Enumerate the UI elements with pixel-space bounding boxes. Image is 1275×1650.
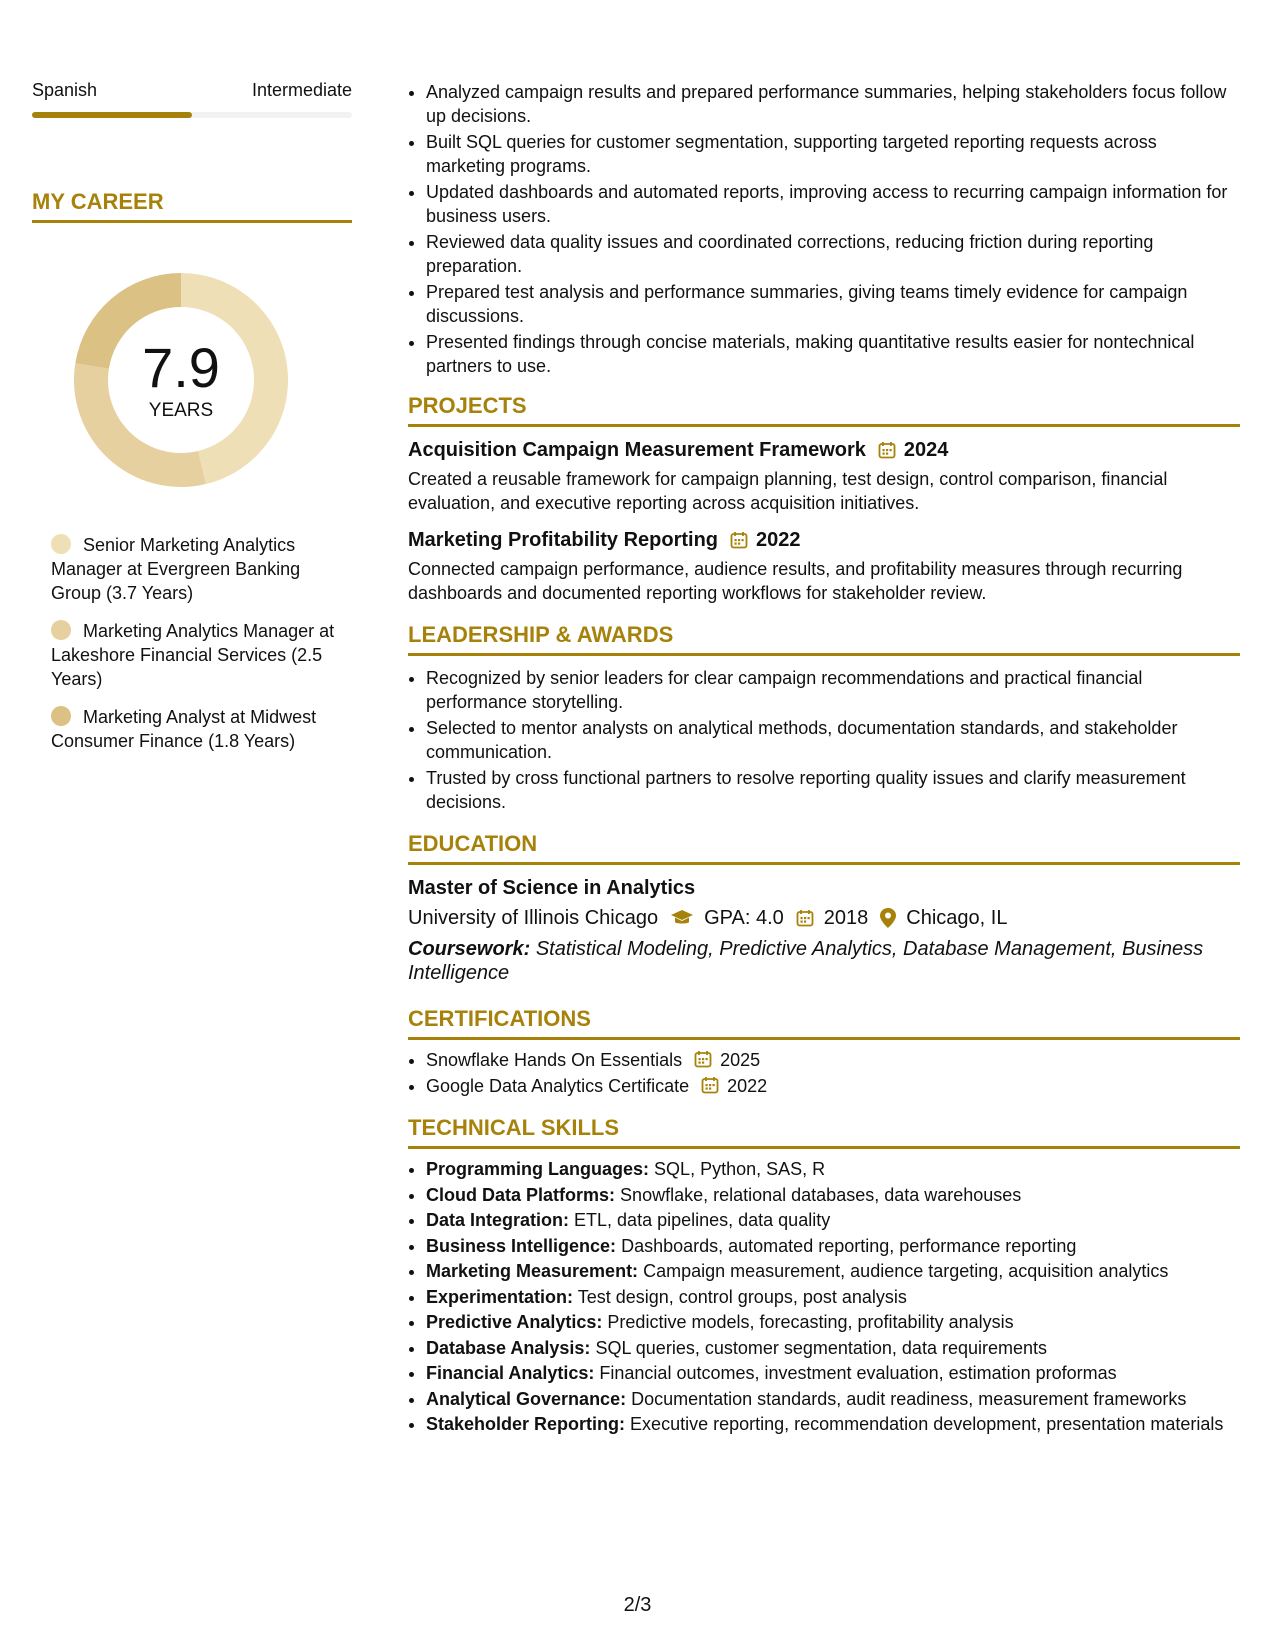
education-year: 2018 [823,907,869,929]
language-name: Spanish [32,80,98,100]
skill-label: Marketing Measurement: [426,1261,639,1281]
certification-name: Google Data Analytics Certificate [426,1076,690,1096]
skills-section-title: TECHNICAL SKILLS [408,1114,1240,1149]
experience-bullets [408,80,1240,378]
career-total-years: 7.9 [142,336,220,399]
skill-value: Dashboards, automated reporting, performance reporting [621,1235,1077,1256]
leadership-item: • Recognized by senior leaders for clear campaign recommendations and practical financial performance storytelling. [426,666,1240,714]
certification-item [426,1048,1240,1072]
project-year: 2024 [903,439,949,461]
experience-bullet: • Updated dashboards and automated reports, improving access to recurring campaign information for business users. [426,180,1240,228]
experience-bullet: • Reviewed data quality issues and coordinated corrections, reducing friction during reporting preparation. [426,230,1240,278]
skill-item [426,1208,1240,1234]
career-donut-chart [66,265,296,495]
skill-value: Predictive models, forecasting, profitability analysis [607,1312,1014,1332]
skill-value: Documentation standards, audit readiness, measurement frameworks [631,1388,1187,1409]
skill-item [426,1183,1240,1209]
career-total-unit: YEARS [148,400,214,421]
skill-item [426,1412,1240,1438]
skill-label: Predictive Analytics: [426,1312,603,1332]
page-number: 2/3 [623,1594,652,1616]
skill-value: Executive reporting, recommendation development, presentation materials [630,1414,1224,1434]
legend-dot [51,706,71,726]
project-item [408,437,1240,515]
projects-section-title: PROJECTS [408,392,1240,427]
certification-year: 2025 [720,1050,761,1070]
education-coursework [408,937,1240,985]
certification-year: 2022 [727,1076,768,1096]
skill-label: Programming Languages: [426,1159,650,1179]
career-legend-item [51,533,352,605]
skill-value: Campaign measurement, audience targeting, acquisition analytics [643,1261,1169,1281]
legend-dot [51,534,71,554]
leadership-list [408,666,1240,814]
experience-bullet: • Presented findings through concise materials, making quantitative results easier for nontechnical partners to use. [426,330,1240,378]
experience-bullet: • Built SQL queries for customer segmentation, supporting targeted reporting requests across marketing programs. [426,130,1240,178]
coursework-text: Statistical Modeling, Predictive Analytics, Database Management, Business Intelligence [408,938,1204,984]
skill-label: Database Analysis: [426,1337,591,1358]
language-row [32,78,352,102]
skill-item [426,1285,1240,1311]
leadership-item: • Trusted by cross functional partners to resolve reporting quality issues and clarify measurement decisions. [426,766,1240,814]
education-meta [408,905,1240,931]
certifications-list [408,1048,1240,1098]
education-gpa: GPA: 4.0 [704,907,784,929]
donut-center [66,265,296,495]
project-year: 2022 [756,529,801,551]
calendar-icon [730,531,748,549]
skill-label: Financial Analytics: [426,1363,595,1383]
calendar-icon [694,1050,712,1068]
skill-label: Stakeholder Reporting: [426,1414,626,1434]
projects-list [408,437,1240,605]
project-header [408,437,1240,463]
career-legend-item [51,705,352,753]
skill-label: Business Intelligence: [426,1235,617,1256]
skill-label: Analytical Governance: [426,1388,627,1409]
certification-name: Snowflake Hands On Essentials [426,1050,683,1070]
skill-value: Financial outcomes, investment evaluation, estimation proformas [599,1363,1117,1383]
skill-item [426,1157,1240,1183]
experience-bullet: • Prepared test analysis and performance summaries, giving teams timely evidence for campaign discussions. [426,280,1240,328]
career-role-text: Senior Marketing Analytics Manager at Evergreen Banking Group (3.7 Years) [51,535,301,603]
language-proficiency-bar [32,112,352,118]
career-legend-item [51,619,352,691]
skill-value: ETL, data pipelines, data quality [574,1210,831,1230]
skill-item [426,1234,1240,1260]
project-header [408,527,1240,553]
skill-item [426,1259,1240,1285]
experience-bullet: • Analyzed campaign results and prepared performance summaries, helping stakeholders focus follow up decisions. [426,80,1240,128]
career-section-title: MY CAREER [32,188,352,223]
skill-item [426,1387,1240,1413]
right-column [408,80,1240,1438]
skill-value: Test design, control groups, post analysis [577,1286,907,1307]
skill-item [426,1310,1240,1336]
education-location: Chicago, IL [906,907,1008,929]
career-role-text: Marketing Analyst at Midwest Consumer Finance (1.8 Years) [51,707,317,751]
skill-label: Data Integration: [426,1210,570,1230]
certifications-section-title: CERTIFICATIONS [408,1005,1240,1040]
leadership-item: • Selected to mentor analysts on analytical methods, documentation standards, and stakeholder communication. [426,716,1240,764]
skill-value: SQL, Python, SAS, R [654,1159,826,1179]
education-school: University of Illinois Chicago [408,907,659,929]
education-section-title: EDUCATION [408,830,1240,865]
coursework-label: Coursework: [408,938,531,960]
project-description: Created a reusable framework for campaign planning, test design, control comparison, financial evaluation, and executive reporting across acquisition initiatives. [408,469,1168,513]
skill-value: Snowflake, relational databases, data warehouses [620,1184,1022,1205]
legend-dot [51,620,71,640]
project-item [408,527,1240,605]
skill-label: Cloud Data Platforms: [426,1184,616,1205]
education-degree: Master of Science in Analytics [408,877,696,899]
project-description: Connected campaign performance, audience results, and profitability measures through recurring dashboards and documented reporting workflows for stakeholder review. [408,559,1183,603]
project-name: Marketing Profitability Reporting [408,529,719,551]
project-name: Acquisition Campaign Measurement Framework [408,439,866,461]
calendar-icon [796,909,814,927]
career-role-text: Marketing Analytics Manager at Lakeshore Financial Services (2.5 Years) [51,621,335,689]
skill-label: Experimentation: [426,1286,574,1307]
language-level: Intermediate [251,80,352,100]
left-column [32,78,352,767]
leadership-section-title: LEADERSHIP & AWARDS [408,621,1240,656]
language-proficiency-fill [32,112,192,118]
skill-item [426,1361,1240,1387]
skills-list [408,1157,1240,1438]
calendar-icon [878,441,896,459]
skill-value: SQL queries, customer segmentation, data requirements [595,1337,1048,1358]
certification-item [426,1074,1240,1098]
graduation-cap-icon [670,909,694,927]
career-legend [32,533,352,753]
location-pin-icon [880,908,896,928]
calendar-icon [701,1076,719,1094]
skill-item [426,1336,1240,1362]
